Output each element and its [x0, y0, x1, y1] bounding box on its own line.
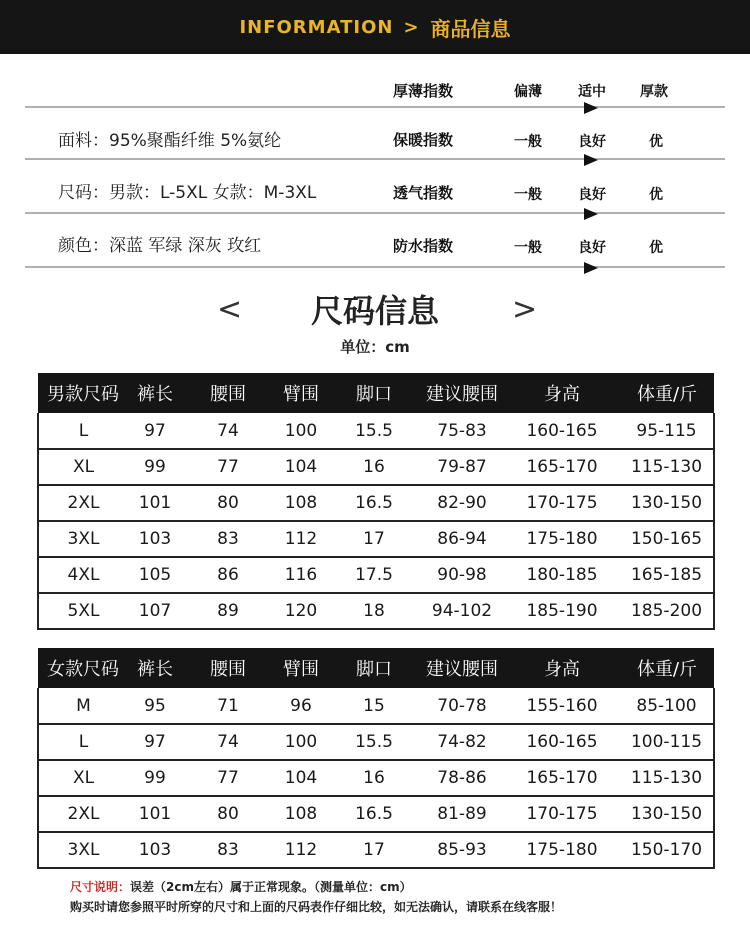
table-cell: 170-175: [526, 493, 598, 513]
column-header: 脚口: [328, 373, 420, 413]
women-size-table: [37, 648, 715, 869]
table-cell: 77: [217, 768, 239, 788]
column-header: 体重/斤: [620, 648, 714, 688]
warmth-normal: 一般: [514, 134, 542, 150]
table-cell: 130-150: [630, 804, 703, 824]
warmth-good: 良好: [578, 134, 606, 150]
table-cell: 100: [284, 420, 318, 441]
table-cell: 175-180: [526, 840, 598, 860]
size-note-label: 尺寸说明：: [70, 880, 131, 894]
chevron-right-icon: >: [512, 292, 538, 327]
table-cell: 17.5: [355, 565, 393, 585]
table-cell: 115-130: [630, 457, 703, 477]
column-header: 身高: [504, 373, 620, 413]
banner-arrow: >: [403, 16, 419, 38]
table-cell: 2XL: [67, 804, 100, 824]
table-cell: 90-98: [437, 565, 487, 585]
table-cell: 105: [138, 565, 172, 585]
waterproof-excellent: 优: [649, 240, 663, 256]
arrow-pointer-icon: [584, 262, 598, 274]
table-cell: 150-165: [630, 529, 703, 549]
banner-title-en: INFORMATION: [239, 16, 394, 38]
column-header: 臂围: [274, 648, 328, 688]
thickness-index-label: 厚薄指数: [393, 82, 454, 100]
table-cell: 100-115: [630, 732, 703, 752]
table-cell: 85-100: [636, 695, 697, 716]
table-cell: 112: [284, 840, 318, 860]
size-note-text: 误差（2cm左右）属于正常现象。（测量单位：cm）: [130, 880, 412, 894]
table-cell: 99: [144, 457, 166, 477]
table-cell: 103: [138, 529, 172, 549]
table-cell: 77: [217, 457, 239, 477]
breathability-excellent: 优: [649, 187, 663, 203]
breathability-index-label: 透气指数: [393, 184, 454, 202]
column-header: 身高: [504, 648, 620, 688]
table-cell: 16: [363, 768, 385, 788]
table-cell: 165-170: [526, 768, 598, 788]
column-header: 建议腰围: [420, 648, 504, 688]
table-cell: 150-170: [630, 840, 703, 860]
table-row: [38, 832, 714, 868]
table-row: [38, 449, 714, 485]
size-note: [70, 878, 412, 895]
breathability-good: 良好: [578, 187, 606, 203]
table-cell: 80: [217, 804, 239, 824]
table-cell: 75-83: [437, 420, 487, 441]
column-header: 建议腰围: [420, 373, 504, 413]
table-cell: XL: [72, 457, 95, 477]
table-cell: 103: [138, 840, 172, 860]
column-header: 女款尺码: [38, 648, 128, 688]
breathability-normal: 一般: [514, 187, 542, 203]
table-cell: 175-180: [526, 529, 598, 549]
waterproof-good: 良好: [578, 240, 606, 256]
table-cell: 100: [284, 732, 318, 752]
divider-line: [25, 106, 725, 108]
table-cell: 130-150: [630, 493, 703, 513]
arrow-pointer-icon: [584, 102, 598, 114]
table-cell: 85-93: [437, 840, 487, 860]
column-header: 臂围: [274, 373, 328, 413]
thickness-medium: 适中: [578, 84, 606, 100]
table-cell: 18: [363, 601, 385, 621]
column-header: 体重/斤: [620, 373, 714, 413]
thickness-thick: 厚款: [640, 84, 668, 100]
table-cell: 3XL: [67, 529, 100, 549]
table-cell: 17: [363, 529, 385, 549]
table-cell: 15.5: [355, 420, 393, 441]
table-cell: 96: [290, 695, 312, 716]
warmth-excellent: 优: [649, 134, 663, 150]
table-cell: 165-170: [526, 457, 598, 477]
table-cell: 170-175: [526, 804, 598, 824]
product-info-section: [0, 54, 750, 284]
table-cell: 165-185: [630, 565, 703, 585]
column-header: 腰围: [182, 648, 274, 688]
table-cell: 97: [144, 420, 166, 441]
waterproof-normal: 一般: [514, 240, 542, 256]
table-cell: 89: [217, 601, 239, 621]
table-header-row: [38, 373, 714, 413]
table-cell: 70-78: [437, 695, 487, 716]
table-row: [38, 688, 714, 724]
table-cell: 101: [138, 804, 172, 824]
table-cell: 101: [138, 493, 172, 513]
table-cell: 74: [217, 420, 239, 441]
table-cell: 108: [284, 493, 318, 513]
table-cell: L: [78, 420, 89, 441]
table-header-row: [38, 648, 714, 688]
divider-line: [25, 212, 725, 214]
table-cell: 97: [144, 732, 166, 752]
table-cell: 95-115: [636, 420, 697, 441]
table-cell: 185-200: [630, 601, 703, 621]
table-cell: 80: [217, 493, 239, 513]
table-cell: 74-82: [437, 732, 487, 752]
table-cell: 4XL: [67, 565, 100, 585]
table-cell: 82-90: [437, 493, 487, 513]
table-cell: 99: [144, 768, 166, 788]
chevron-left-icon: <: [217, 292, 243, 327]
table-cell: 16.5: [355, 804, 393, 824]
table-cell: 180-185: [526, 565, 598, 585]
header-banner: [0, 0, 750, 54]
column-header: 腰围: [182, 373, 274, 413]
fabric-attribute: 面料：95%聚酯纤维 5%氨纶: [58, 131, 282, 151]
table-cell: 94-102: [431, 601, 493, 621]
table-cell: 86: [217, 565, 239, 585]
table-cell: 2XL: [67, 493, 100, 513]
table-cell: M: [76, 695, 91, 716]
table-cell: 71: [217, 695, 239, 716]
table-row: [38, 796, 714, 832]
warmth-index-label: 保暖指数: [393, 131, 454, 149]
table-cell: 15.5: [355, 732, 393, 752]
table-cell: 81-89: [437, 804, 487, 824]
table-cell: 5XL: [67, 601, 100, 621]
table-cell: 3XL: [67, 840, 100, 860]
column-header: 裤长: [128, 648, 182, 688]
table-cell: 16: [363, 457, 385, 477]
table-cell: 79-87: [437, 457, 487, 477]
table-cell: 83: [217, 840, 239, 860]
table-row: [38, 760, 714, 796]
table-cell: 185-190: [526, 601, 598, 621]
table-cell: XL: [72, 768, 95, 788]
waterproof-index-label: 防水指数: [393, 237, 454, 255]
table-row: [38, 724, 714, 760]
table-row: [38, 593, 714, 629]
table-cell: 155-160: [526, 695, 598, 716]
table-cell: 108: [284, 804, 318, 824]
table-cell: 115-130: [630, 768, 703, 788]
table-cell: 78-86: [437, 768, 487, 788]
purchase-note: 购买时请您参照平时所穿的尺寸和上面的尺码表作仔细比较，如无法确认，请联系在线客服！: [70, 900, 563, 914]
table-cell: 86-94: [437, 529, 487, 549]
table-row: [38, 521, 714, 557]
column-header: 裤长: [128, 373, 182, 413]
table-cell: L: [78, 732, 89, 752]
table-cell: 74: [217, 732, 239, 752]
table-cell: 17: [363, 840, 385, 860]
table-cell: 104: [284, 768, 318, 788]
thickness-thin: 偏薄: [514, 84, 542, 100]
banner-title-cn: 商品信息: [430, 16, 511, 41]
size-info-heading: [0, 284, 750, 364]
divider-line: [25, 266, 725, 268]
table-cell: 83: [217, 529, 239, 549]
table-row: [38, 485, 714, 521]
color-attribute: 颜色：深蓝 军绿 深灰 玫红: [58, 236, 262, 256]
arrow-pointer-icon: [584, 154, 598, 166]
table-cell: 120: [284, 601, 318, 621]
table-cell: 116: [284, 565, 318, 585]
arrow-pointer-icon: [584, 208, 598, 220]
table-cell: 15: [363, 695, 385, 716]
men-size-table: [37, 373, 715, 630]
column-header: 脚口: [328, 648, 420, 688]
table-cell: 104: [284, 457, 318, 477]
column-header: 男款尺码: [38, 373, 128, 413]
divider-line: [25, 158, 725, 160]
table-cell: 107: [138, 601, 172, 621]
size-info-title: 尺码信息: [310, 292, 439, 330]
table-cell: 95: [144, 695, 166, 716]
table-row: [38, 557, 714, 593]
unit-label: 单位：cm: [340, 338, 410, 356]
table-cell: 112: [284, 529, 318, 549]
table-row: [38, 413, 714, 449]
table-cell: 160-165: [526, 420, 598, 441]
table-cell: 16.5: [355, 493, 393, 513]
table-cell: 160-165: [526, 732, 598, 752]
size-attribute: 尺码：男款：L-5XL 女款：M-3XL: [58, 183, 317, 203]
